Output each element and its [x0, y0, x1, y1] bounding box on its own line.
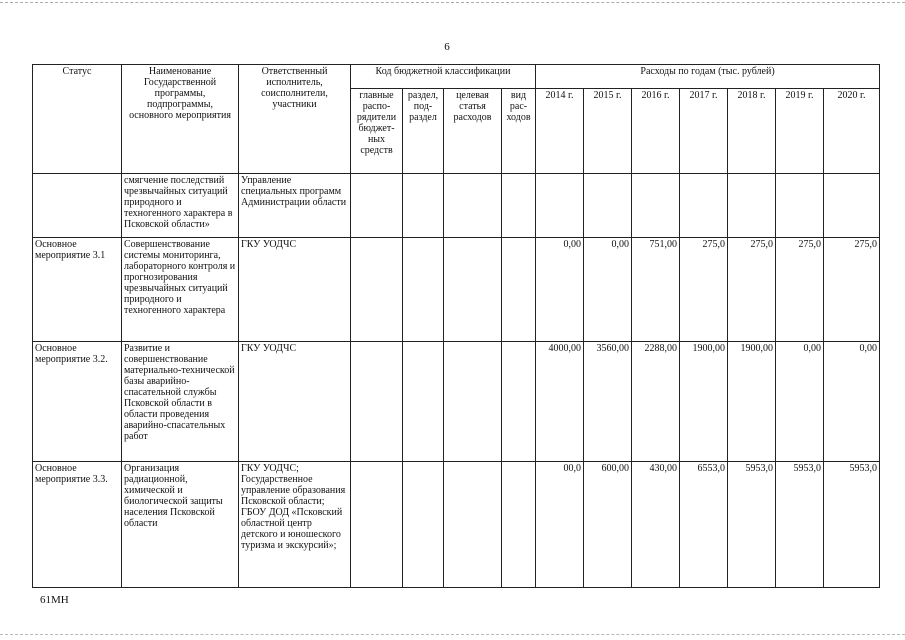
value-cell: 00,0 [536, 462, 584, 588]
header-year: 2018 г. [728, 89, 776, 174]
main-managers-cell [351, 342, 403, 462]
header-executor: Ответственный исполнитель, соисполнители, участники [239, 65, 351, 174]
name-cell: Развитие и совершенствование материально-технической базы аварийно-спасательной службы Псковской области в области проведения аварийно-спасательных работ [122, 342, 239, 462]
value-cell: 600,00 [584, 462, 632, 588]
value-cell [680, 174, 728, 238]
main-managers-cell [351, 238, 403, 342]
value-cell: 0,00 [776, 342, 824, 462]
value-cell [536, 174, 584, 238]
value-cell: 3560,00 [584, 342, 632, 462]
value-cell: 275,0 [776, 238, 824, 342]
header-year: 2015 г. [584, 89, 632, 174]
value-cell: 751,00 [632, 238, 680, 342]
header-expenses: Расходы по годам (тыс. рублей) [536, 65, 880, 89]
value-cell: 2288,00 [632, 342, 680, 462]
value-cell: 275,0 [680, 238, 728, 342]
header-status: Статус [33, 65, 122, 174]
scan-edge-top [0, 2, 905, 3]
value-cell: 0,00 [824, 342, 880, 462]
scan-edge-bottom [0, 634, 905, 635]
value-cell: 4000,00 [536, 342, 584, 462]
header-year: 2014 г. [536, 89, 584, 174]
main-managers-cell [351, 174, 403, 238]
header-name: Наименование Государственной программы, подпрограммы, основного мероприятия [122, 65, 239, 174]
value-cell [776, 174, 824, 238]
section-cell [403, 174, 444, 238]
section-cell [403, 238, 444, 342]
value-cell: 6553,0 [680, 462, 728, 588]
value-cell [824, 174, 880, 238]
header-section: раздел, под- раздел [403, 89, 444, 174]
value-cell: 430,00 [632, 462, 680, 588]
status-cell: Основное мероприятие 3.1 [33, 238, 122, 342]
value-cell: 275,0 [824, 238, 880, 342]
header-target-item: целевая статья расходов [444, 89, 502, 174]
page-number: 6 [444, 41, 450, 53]
value-cell: 5953,0 [824, 462, 880, 588]
status-cell [33, 174, 122, 238]
header-year: 2020 г. [824, 89, 880, 174]
table-row [33, 342, 880, 462]
value-cell [632, 174, 680, 238]
section-cell [403, 342, 444, 462]
executor-cell: Управление специальных программ Администрации области [239, 174, 351, 238]
target-item-cell [444, 238, 502, 342]
executor-cell: ГКУ УОДЧС [239, 238, 351, 342]
executor-cell: ГКУ УОДЧС [239, 342, 351, 462]
expense-type-cell [502, 462, 536, 588]
value-cell: 0,00 [536, 238, 584, 342]
header-year: 2017 г. [680, 89, 728, 174]
value-cell: 275,0 [728, 238, 776, 342]
name-cell: Совершенствование системы мониторинга, лабораторного контроля и прогнозирования чрезвычайных ситуаций природного и техногенного характера [122, 238, 239, 342]
target-item-cell [444, 342, 502, 462]
table-row [33, 174, 880, 238]
header-year: 2019 г. [776, 89, 824, 174]
status-cell: Основное мероприятие 3.2. [33, 342, 122, 462]
value-cell: 1900,00 [680, 342, 728, 462]
expense-type-cell [502, 342, 536, 462]
target-item-cell [444, 174, 502, 238]
header-year: 2016 г. [632, 89, 680, 174]
header-expense-type: вид рас- ходов [502, 89, 536, 174]
section-cell [403, 462, 444, 588]
footer-code: 61MH [40, 594, 69, 606]
expense-type-cell [502, 174, 536, 238]
value-cell: 1900,00 [728, 342, 776, 462]
main-managers-cell [351, 462, 403, 588]
value-cell [584, 174, 632, 238]
table-row [33, 462, 880, 588]
value-cell [728, 174, 776, 238]
header-main-managers: главные распо- рядители бюджет- ных средств [351, 89, 403, 174]
value-cell: 0,00 [584, 238, 632, 342]
status-cell: Основное мероприятие 3.3. [33, 462, 122, 588]
value-cell: 5953,0 [776, 462, 824, 588]
executor-cell: ГКУ УОДЧС; Государственное управление образования Псковской области; ГБОУ ДОД «Псковский областной центр детского и юношеского туризма и экскурсий»; [239, 462, 351, 588]
header-budget-code: Код бюджетной классификации [351, 65, 536, 89]
value-cell: 5953,0 [728, 462, 776, 588]
table-row [33, 238, 880, 342]
name-cell: Организация радиационной, химической и биологической защиты населения Псковской области [122, 462, 239, 588]
budget-table [32, 64, 880, 588]
name-cell: смягчение последствий чрезвычайных ситуаций природного и техногенного характера в Псковской области» [122, 174, 239, 238]
expense-type-cell [502, 238, 536, 342]
target-item-cell [444, 462, 502, 588]
